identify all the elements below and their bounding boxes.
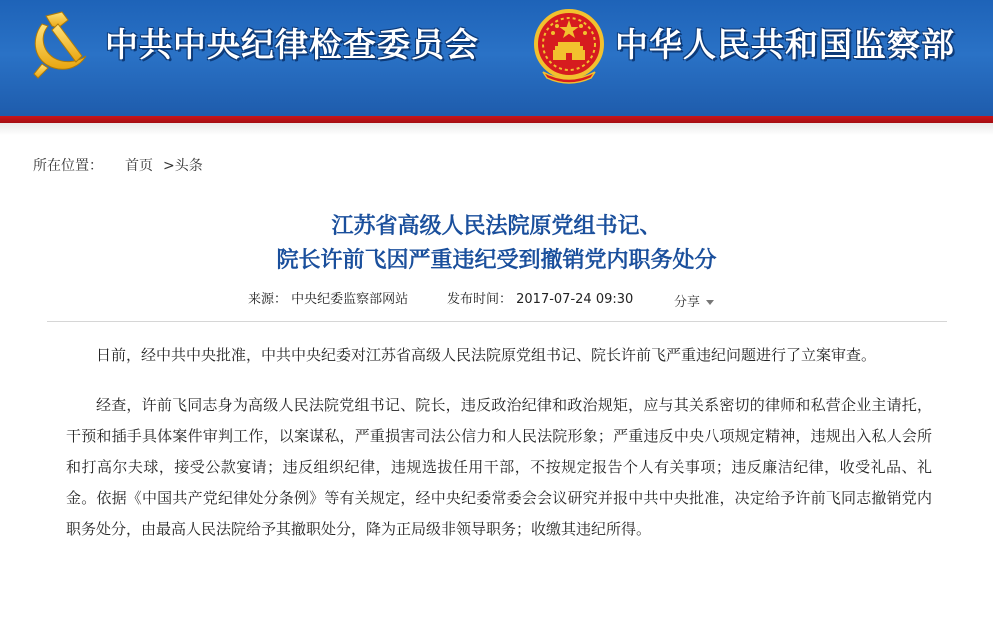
article-paragraph: 日前，经中共中央批准，中共中央纪委对江苏省高级人民法院原党组书记、院长许前飞严重违纪问题进行了立案审查。	[96, 346, 877, 364]
cpc-hammer-sickle-icon	[28, 10, 90, 80]
breadcrumb-label: 所在位置：	[33, 158, 103, 174]
breadcrumb-current-link[interactable]: 头条	[174, 158, 203, 174]
article-body	[66, 340, 932, 564]
ccdi-site-title[interactable]: 中共中央纪律检查委员会	[105, 25, 479, 64]
breadcrumb	[33, 156, 203, 176]
meta-divider	[47, 321, 947, 322]
site-header-banner	[0, 0, 993, 121]
banner-red-stripe	[0, 116, 993, 123]
share-button[interactable]	[674, 293, 714, 313]
share-label: 分享	[674, 295, 701, 310]
article-title-line-2: 院长许前飞因严重违纪受到撤销党内职务处分	[276, 248, 717, 273]
article-source: 来源： 中央纪委监察部网站	[248, 292, 409, 307]
national-emblem-icon	[533, 6, 605, 84]
article-publish-time: 发布时间： 2017-07-24 09:30	[447, 292, 634, 307]
breadcrumb-separator: >	[163, 158, 175, 174]
article-paragraph: 经查，许前飞同志身为高级人民法院党组书记、院长，违反政治纪律和政治规矩，应与其关系密切的律师和私营企业主请托，干预和插手具体案件审判工作，以案谋私，严重损害司法公信力和人民法院形象；严重违反中央八项规定精神，违规出入私人会所和打高尔夫球，接受公款宴请；违反组织纪律，违规选拔任用干部，不按规定报告个人有关事项；违反廉洁纪律，收受礼品、礼金。依据《中国共产党纪律处分条例》等有关规定，经中央纪委常委会会议研究并报中共中央批准，决定给予许前飞同志撤销党内职务处分，由最高人民法院给予其撤职处分，降为正局级非领导职务；收缴其违纪所得。	[66, 396, 932, 538]
article-title-line-1: 江苏省高级人民法院原党组书记、	[331, 214, 662, 239]
article-meta	[0, 289, 993, 311]
chevron-down-icon	[706, 300, 714, 305]
breadcrumb-home-link[interactable]: 首页	[125, 158, 153, 174]
banner-shadow	[0, 123, 993, 135]
mos-site-title[interactable]: 中华人民共和国监察部	[615, 25, 955, 64]
